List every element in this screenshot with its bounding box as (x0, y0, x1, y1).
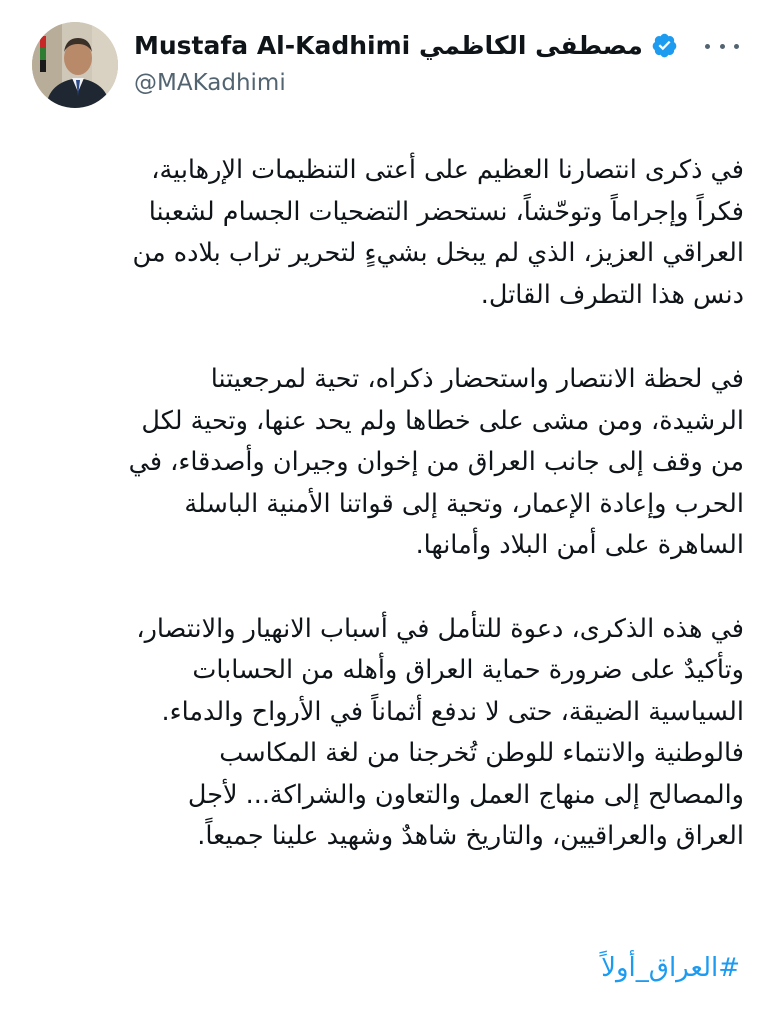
text-line: في ذكرى انتصارنا العظيم على أعتى التنظيمات الإرهابية، (151, 155, 744, 185)
dot (734, 44, 739, 49)
paragraph-gap (36, 567, 744, 609)
text-line: فكراً وإجراماً وتوحّشاً، نستحضر التضحيات الجسام لشعبنا (148, 196, 744, 227)
dot (705, 44, 710, 49)
author-handle[interactable]: @MAKadhimi (134, 70, 286, 96)
text-line: في هذه الذكرى، دعوة للتأمل في أسباب الانهيار والانتصار، (136, 613, 744, 644)
tweet-paragraph-3 (36, 609, 744, 858)
more-options-icon[interactable] (705, 36, 739, 56)
avatar[interactable] (32, 22, 118, 108)
text-line: الرشيدة، ومن مشى على خطاها ولم يحد عنها، وتحية لكل (141, 405, 744, 436)
dot (720, 44, 725, 49)
text-line: والمصالح إلى منهاج العمل والتعاون والشراكة... لأجل (187, 779, 744, 810)
verified-badge-icon (651, 32, 678, 59)
avatar-photo-icon (32, 22, 118, 108)
text-line: وتأكيدٌ على ضرورة حماية العراق وأهله من الحسابات (192, 655, 744, 685)
hashtag-link[interactable]: #العراق_أولاً (601, 953, 740, 983)
text-line: الحرب وإعادة الإعمار، وتحية إلى قواتنا الأمنية الباسلة (184, 488, 744, 519)
text-line: من وقف إلى جانب العراق من إخوان وجيران وأصدقاء، في (128, 447, 744, 477)
author-name-row[interactable] (134, 31, 678, 60)
tweet-text (36, 150, 744, 858)
text-line: السياسية الضيقة، حتى لا ندفع أثماناً في الأرواح والدماء. (161, 696, 744, 727)
author-display-name[interactable]: Mustafa Al-Kadhimi مصطفى الكاظمي (134, 31, 643, 60)
tweet-paragraph-2 (36, 359, 744, 567)
text-line: في لحظة الانتصار واستحضار ذكراه، تحية لمرجعيتنا (210, 364, 744, 394)
paragraph-gap (36, 316, 744, 359)
text-line: الساهرة على أمن البلاد وأمانها. (415, 530, 744, 560)
tweet-paragraph-1 (36, 150, 744, 316)
text-line: دنس هذا التطرف القاتل. (480, 279, 744, 310)
text-line: العراق والعراقيين، والتاريخ شاهدٌ وشهيد علينا جميعاً. (197, 821, 744, 851)
text-line: العراقي العزيز، الذي لم يبخل بشيءٍ لتحرير تراب بلاده من (132, 238, 744, 268)
text-line: فالوطنية والانتماء للوطن تُخرجنا من لغة المكاسب (219, 738, 744, 768)
